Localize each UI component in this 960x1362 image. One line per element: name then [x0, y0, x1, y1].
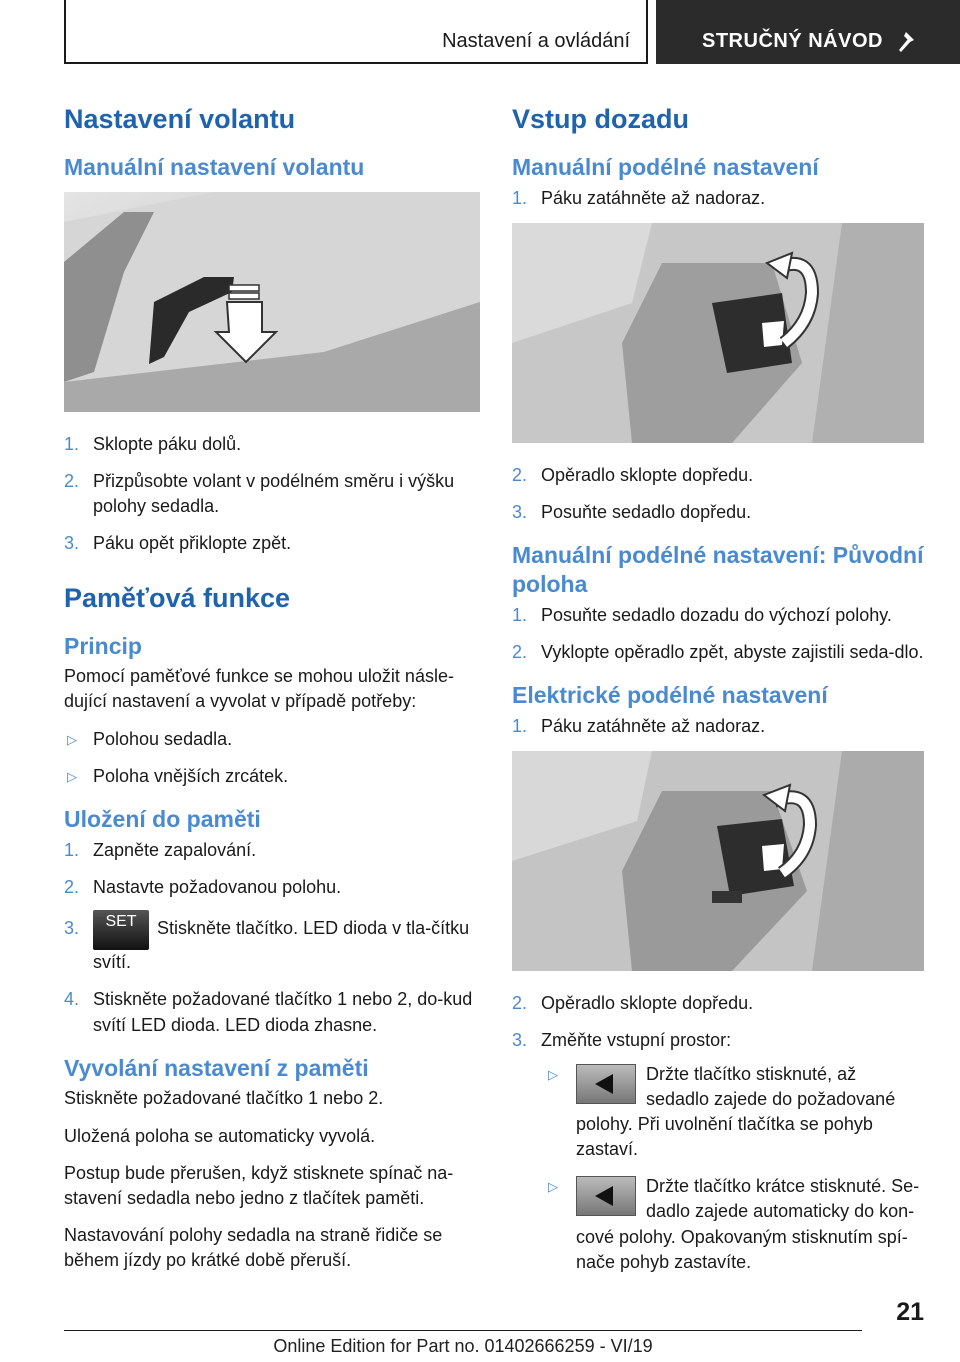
list-item: 3. Páku opět přiklopte zpět. — [64, 533, 292, 554]
recall-text: Postup bude přerušen, když stisknete spínač na‐stavení sedadla nebo jedno z tlačítek paměti. — [64, 1162, 454, 1208]
page-number: 21 — [896, 1298, 924, 1326]
list-item: 2. Přizpůsobte volant v podélném směru i výšku polohy sedadla. — [64, 470, 455, 517]
left-arrow-button-icon — [576, 1176, 636, 1216]
list-item: ▷ Držte tlačítko stisknuté, až sedadlo zajede do požadované polohy. Při uvolnění tlačítka se pohyb zastaví. — [548, 1063, 896, 1160]
heading-memory: Paměťová funkce — [64, 582, 291, 613]
footer-rule — [64, 1330, 862, 1331]
list-item: 1. Páku zatáhněte až nadoraz. — [512, 715, 766, 736]
list-item: 2. Opěradlo sklopte dopředu. — [512, 464, 754, 485]
list-item: 1. Sklopte páku dolů. — [64, 433, 242, 454]
heading-electric-longitudinal: Elektrické podélné nastavení — [512, 682, 828, 709]
principle-bullets — [64, 727, 480, 789]
recall-text: Nastavování polohy sedadla na straně řidiče se během jízdy po krátké době přeruší. — [64, 1225, 443, 1271]
heading-manual-longitudinal: Manuální podélné nastavení — [512, 154, 819, 180]
manual-step-1 — [512, 186, 924, 211]
list-item: ▷ Držte tlačítko krátce stisknuté. Se‐dadlo zajede automaticky do kon‐cové polohy. Opakovaným stisknutím spí‐nače pohyb zastavíte. — [548, 1176, 920, 1272]
heading-principle: Princip — [64, 632, 142, 659]
hammer-icon — [894, 28, 922, 56]
edition-text: Online Edition for Part no. 01402666259 - VI/19 — [273, 1336, 653, 1356]
seat-electric-illustration — [512, 751, 924, 971]
heading-manual-steering: Manuální nastavení volantu — [64, 154, 365, 180]
list-item: 2. Vyklopte opěradlo zpět, abyste zajistili seda‐dlo. — [512, 642, 924, 662]
list-item: 1. Zapněte zapalování. — [64, 839, 257, 860]
right-column — [512, 92, 924, 1287]
steering-lever-illustration — [64, 192, 480, 412]
original-steps — [512, 603, 924, 665]
list-item: ▷ Poloha vnějších zrcátek. — [67, 765, 289, 786]
chapter-tab[interactable] — [656, 0, 960, 64]
manual-steering-steps — [64, 432, 480, 557]
list-item: 2. Opěradlo sklopte dopředu. — [512, 993, 754, 1014]
left-column — [64, 92, 480, 1286]
recall-text: Uložená poloha se automaticky vyvolá. — [64, 1125, 376, 1146]
heading-steering: Nastavení volantu — [64, 104, 296, 134]
heading-save-memory: Uložení do paměti — [64, 806, 261, 832]
list-item: 3. SET Stiskněte tlačítko. LED dioda v tla‐čítku svítí. — [64, 916, 480, 975]
left-arrow-button-icon — [576, 1064, 636, 1104]
list-item: 2. Nastavte požadovanou polohu. — [64, 876, 342, 897]
heading-original-position: Manuální podélné nastavení: Původní poloha — [512, 542, 924, 598]
list-item: ▷ Polohou sedadla. — [67, 728, 233, 749]
electric-step-1 — [512, 714, 924, 739]
list-item: 1. Posuňte sedadlo dozadu do výchozí polohy. — [512, 604, 892, 625]
list-item: 1. Páku zatáhněte až nadoraz. — [512, 187, 766, 208]
list-item: 4. Stiskněte požadované tlačítko 1 nebo 2, do‐kud svítí LED dioda. LED dioda zhasne. — [64, 989, 473, 1035]
heading-rear-access: Vstup dozadu — [512, 104, 689, 134]
manual-steps-after — [512, 463, 924, 525]
electric-sub-bullets — [512, 1062, 924, 1276]
recall-text: Stiskněte požadované tlačítko 1 nebo 2. — [64, 1088, 384, 1109]
principle-text: Pomocí paměťové funkce se mohou uložit násle‐dující nastavení a vyvolat v případě potřeby: — [64, 666, 454, 712]
heading-recall-memory: Vyvolání nastavení z paměti — [64, 1054, 369, 1081]
electric-steps-after — [512, 991, 924, 1053]
set-button-icon: SET — [93, 910, 149, 950]
save-steps — [64, 838, 480, 1038]
seat-lever-illustration — [512, 223, 924, 443]
list-item: 3. Změňte vstupní prostor: — [512, 1030, 732, 1051]
chapter-tab-label: STRUČNÝ NÁVOD — [702, 30, 883, 52]
section-title: Nastavení a ovládání — [442, 30, 630, 52]
list-item: 3. Posuňte sedadlo dopředu. — [512, 502, 752, 523]
